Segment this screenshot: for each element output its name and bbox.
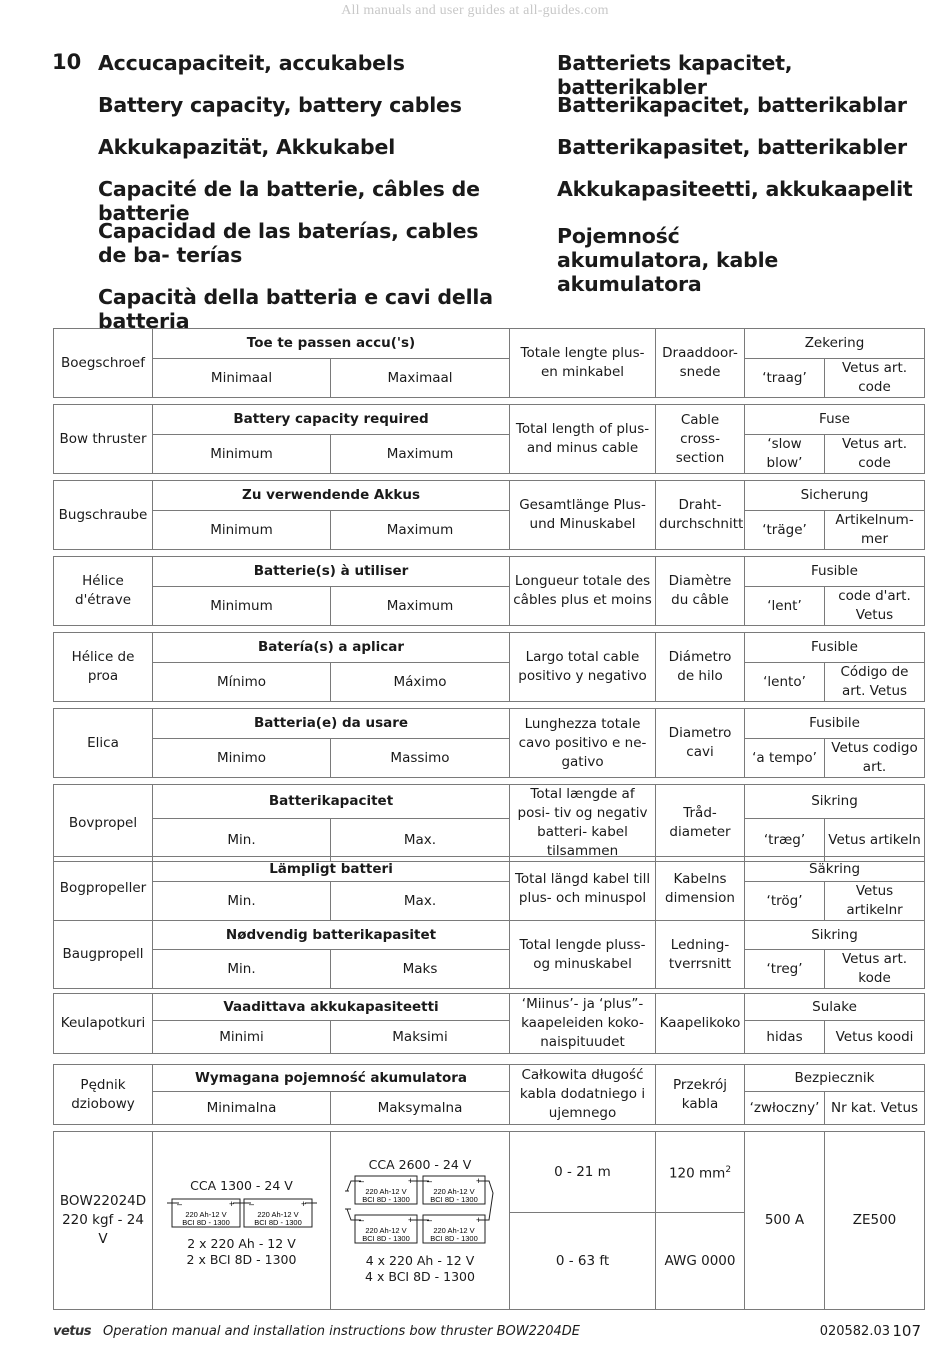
spec-length-ft: 0 - 63 ft bbox=[510, 1213, 656, 1310]
fuse-header: Bezpiecznik bbox=[745, 1065, 925, 1092]
cross-section-header: Ledning- tverrsnitt bbox=[656, 921, 745, 989]
slow-blow-header: ‘träge’ bbox=[745, 511, 825, 550]
minimum-header: Minimum bbox=[153, 435, 331, 474]
language-table bbox=[53, 404, 925, 474]
spec-min-cca: CCA 1300 - 24 V bbox=[190, 1177, 293, 1193]
battery-1-label-1: 220 Ah-12 V bbox=[184, 1209, 227, 1219]
spec-thrust: 220 kgf - 24 V bbox=[62, 1212, 144, 1247]
language-table bbox=[53, 920, 925, 989]
svg-text:–: – bbox=[248, 1198, 254, 1209]
spec-fuse: 500 A bbox=[745, 1132, 825, 1310]
slow-blow-header: ‘trög’ bbox=[745, 882, 825, 921]
language-table bbox=[53, 632, 925, 702]
battery-4 bbox=[423, 1176, 485, 1204]
cross-section-header: Cable cross- section bbox=[656, 405, 745, 474]
vetus-logo: vetus bbox=[53, 1324, 91, 1339]
minimum-header: Min. bbox=[153, 950, 331, 989]
art-code-header: Artikelnum- mer bbox=[825, 511, 925, 550]
maximum-header: Maksimi bbox=[331, 1021, 510, 1054]
battery-3 bbox=[355, 1176, 417, 1204]
minimum-header: Minimum bbox=[153, 587, 331, 626]
art-code-header: Vetus koodi bbox=[825, 1021, 925, 1054]
language-table bbox=[53, 993, 925, 1054]
battery-required-header: Vaadittava akkukapasiteetti bbox=[153, 994, 510, 1021]
total-length-header: Całkowita długość kabla dodatniego i ujemnego bbox=[510, 1065, 656, 1125]
total-length-header: Lunghezza totale cavo positivo e ne- gativo bbox=[510, 709, 656, 778]
battery-required-header: Batterie(s) à utiliser bbox=[153, 557, 510, 587]
thruster-name: Hélice de proa bbox=[54, 633, 153, 702]
spec-max-line1: 4 x 220 Ah - 12 V bbox=[365, 1252, 475, 1268]
maximum-header: Max. bbox=[331, 819, 510, 862]
battery-2-label-1: 220 Ah-12 V bbox=[256, 1209, 299, 1219]
minimum-header: Minimalna bbox=[153, 1092, 331, 1125]
battery-2-label-2: BCI 8D - 1300 bbox=[253, 1217, 302, 1227]
maximum-header: Maximum bbox=[331, 511, 510, 550]
total-length-header: Total lengde pluss- og minuskabel bbox=[510, 921, 656, 989]
spec-max-battery-cell bbox=[331, 1132, 510, 1310]
art-code-header: Nr kat. Vetus bbox=[825, 1092, 925, 1125]
total-length-header: Totale lengte plus- en minkabel bbox=[510, 329, 656, 398]
art-code-header: Código de art. Vetus bbox=[825, 663, 925, 702]
battery-3-label-2: BCI 8D - 1300 bbox=[362, 1194, 410, 1204]
slow-blow-header: ‘slow blow’ bbox=[745, 435, 825, 474]
total-length-header: ‘Miinus’- ja ‘plus”- kaapeleiden koko- naispituudet bbox=[510, 994, 656, 1054]
spec-section-mm-cell bbox=[656, 1132, 745, 1213]
svg-text:+: + bbox=[300, 1198, 306, 1209]
maximum-header: Maximum bbox=[331, 587, 510, 626]
svg-text:–: – bbox=[427, 1214, 433, 1225]
title-norwegian: Batterikapasitet, batterikabler bbox=[557, 135, 907, 159]
title-german: Akkukapazität, Akkukabel bbox=[98, 135, 396, 159]
fuse-header: Zekering bbox=[745, 329, 925, 359]
art-code-header: Vetus codigo art. bbox=[825, 739, 925, 778]
minimum-header: Min. bbox=[153, 819, 331, 862]
battery-required-header: Battery capacity required bbox=[153, 405, 510, 435]
maximum-header: Maximum bbox=[331, 435, 510, 474]
title-french: Capacité de la batterie, câbles de batterie bbox=[98, 177, 480, 225]
page-number: 107 bbox=[892, 1322, 921, 1340]
fuse-header: Sikring bbox=[745, 785, 925, 819]
slow-blow-header: hidas bbox=[745, 1021, 825, 1054]
svg-text:+: + bbox=[476, 1214, 482, 1225]
svg-text:+: + bbox=[408, 1175, 414, 1186]
slow-blow-header: ‘treg’ bbox=[745, 950, 825, 989]
cross-section-header: Przekrój kabla bbox=[656, 1065, 745, 1125]
title-dutch: Accucapaciteit, accukabels bbox=[98, 51, 405, 75]
svg-text:–: – bbox=[359, 1214, 365, 1225]
slow-blow-header: ‘træg’ bbox=[745, 819, 825, 862]
cross-section-header: Draaddoor- snede bbox=[656, 329, 745, 398]
title-english: Battery capacity, battery cables bbox=[98, 93, 462, 117]
spec-max-cca: CCA 2600 - 24 V bbox=[368, 1156, 472, 1172]
art-code-header: Vetus artikelnr bbox=[825, 882, 925, 921]
cross-section-header: Tråd- diameter bbox=[656, 785, 745, 862]
cross-section-header: Diametro cavi bbox=[656, 709, 745, 778]
total-length-header: Total length of plus- and minus cable bbox=[510, 405, 656, 474]
slow-blow-header: ‘traag’ bbox=[745, 359, 825, 398]
watermark: All manuals and user guides at all-guides.com bbox=[341, 3, 609, 18]
language-table bbox=[53, 1064, 925, 1125]
svg-text:–: – bbox=[176, 1198, 182, 1209]
slow-blow-header: ‘a tempo’ bbox=[745, 739, 825, 778]
title-polish: Pojemność akumulatora, kable akumulatora bbox=[557, 224, 779, 296]
title-danish: Batteriets kapacitet, batterikabler bbox=[557, 51, 793, 99]
fuse-header: Sulake bbox=[745, 994, 925, 1021]
thruster-name: Bogpropeller bbox=[54, 857, 153, 921]
spec-section-sup: 2 bbox=[725, 1164, 732, 1175]
fuse-header: Fuse bbox=[745, 405, 925, 435]
battery-required-header: Lämpligt batteri bbox=[153, 857, 510, 882]
battery-required-header: Toe te passen accu('s) bbox=[153, 329, 510, 359]
battery-1 bbox=[172, 1199, 240, 1227]
title-finnish: Akkukapasiteetti, akkukaapelit bbox=[557, 177, 913, 201]
spec-model-cell bbox=[54, 1132, 153, 1310]
battery-1-label-2: BCI 8D - 1300 bbox=[181, 1217, 230, 1227]
maximum-header: Maksymalna bbox=[331, 1092, 510, 1125]
language-table bbox=[53, 328, 925, 398]
title-spanish: Capacidad de las baterías, cables de ba- terías bbox=[98, 219, 479, 267]
total-length-header: Total længde af posi- tiv og negativ batteri- kabel tilsammen bbox=[510, 785, 656, 862]
footer-text: Operation manual and installation instructions bow thruster BOW2204DE bbox=[103, 1324, 580, 1339]
spec-min-line1: 2 x 220 Ah - 12 V bbox=[187, 1235, 296, 1251]
thruster-name: Boegschroef bbox=[54, 329, 153, 398]
thruster-name: Pędnik dziobowy bbox=[54, 1065, 153, 1125]
language-table bbox=[53, 784, 925, 862]
battery-required-header: Zu verwendende Akkus bbox=[153, 481, 510, 511]
minimum-header: Minimaal bbox=[153, 359, 331, 398]
battery-3-label-1: 220 Ah-12 V bbox=[365, 1186, 407, 1196]
spec-max-line2: 4 x BCI 8D - 1300 bbox=[365, 1268, 475, 1284]
maximum-header: Máximo bbox=[331, 663, 510, 702]
battery-4-label-1: 220 Ah-12 V bbox=[433, 1186, 475, 1196]
total-length-header: Longueur totale des câbles plus et moins bbox=[510, 557, 656, 626]
footer bbox=[53, 1323, 924, 1343]
minimum-header: Minimo bbox=[153, 739, 331, 778]
spec-table bbox=[53, 1131, 925, 1310]
thruster-name: Hélice d'étrave bbox=[54, 557, 153, 626]
battery-6-label-2: BCI 8D - 1300 bbox=[430, 1233, 478, 1243]
spec-art: ZE500 bbox=[825, 1132, 925, 1310]
battery-5-label-1: 220 Ah-12 V bbox=[365, 1225, 407, 1235]
total-length-header: Largo total cable positivo y negativo bbox=[510, 633, 656, 702]
doc-code: 020582.03 bbox=[819, 1324, 890, 1339]
minimum-header: Minimi bbox=[153, 1021, 331, 1054]
svg-text:+: + bbox=[408, 1214, 414, 1225]
language-table bbox=[53, 556, 925, 626]
cross-section-header: Diámetro de hilo bbox=[656, 633, 745, 702]
thruster-name: Bugschraube bbox=[54, 481, 153, 550]
total-length-header: Gesamtlänge Plus- und Minuskabel bbox=[510, 481, 656, 550]
thruster-name: Elica bbox=[54, 709, 153, 778]
art-code-header: Vetus art. kode bbox=[825, 950, 925, 989]
battery-6 bbox=[423, 1215, 485, 1243]
maximum-header: Max. bbox=[331, 882, 510, 921]
language-table bbox=[53, 480, 925, 550]
cross-section-header: Kaapelikoko bbox=[656, 994, 745, 1054]
svg-text:+: + bbox=[476, 1175, 482, 1186]
fuse-header: Fusible bbox=[745, 633, 925, 663]
battery-required-header: Wymagana pojemność akumulatora bbox=[153, 1065, 510, 1092]
minimum-header: Min. bbox=[153, 882, 331, 921]
battery-diagram-2 bbox=[167, 1194, 317, 1230]
battery-required-header: Batterikapacitet bbox=[153, 785, 510, 819]
art-code-header: Vetus artikeln bbox=[825, 819, 925, 862]
fuse-header: Fusibile bbox=[745, 709, 925, 739]
svg-text:–: – bbox=[427, 1175, 433, 1186]
language-table bbox=[53, 856, 925, 921]
art-code-header: code d'art. Vetus bbox=[825, 587, 925, 626]
svg-text:+: + bbox=[228, 1198, 234, 1209]
svg-text:–: – bbox=[359, 1175, 365, 1186]
battery-4-label-2: BCI 8D - 1300 bbox=[430, 1194, 478, 1204]
minimum-header: Minimum bbox=[153, 511, 331, 550]
battery-5-label-2: BCI 8D - 1300 bbox=[362, 1233, 410, 1243]
minimum-header: Mínimo bbox=[153, 663, 331, 702]
fuse-header: Sikring bbox=[745, 921, 925, 950]
battery-required-header: Batteria(e) da usare bbox=[153, 709, 510, 739]
cross-section-header: Diamètre du câble bbox=[656, 557, 745, 626]
art-code-header: Vetus art. code bbox=[825, 435, 925, 474]
spec-section-awg: AWG 0000 bbox=[656, 1213, 745, 1310]
spec-model: BOW22024D bbox=[59, 1193, 147, 1209]
total-length-header: Total längd kabel till plus- och minuspol bbox=[510, 857, 656, 921]
battery-2 bbox=[244, 1199, 312, 1227]
cross-section-header: Draht- durchschnitt bbox=[656, 481, 745, 550]
battery-diagram-4 bbox=[345, 1173, 495, 1247]
battery-required-header: Nødvendig batterikapasitet bbox=[153, 921, 510, 950]
language-table bbox=[53, 708, 925, 778]
title-italian: Capacità della batteria e cavi della batteria bbox=[98, 285, 493, 333]
fuse-header: Säkring bbox=[745, 857, 925, 882]
slow-blow-header: ‘lento’ bbox=[745, 663, 825, 702]
art-code-header: Vetus art. code bbox=[825, 359, 925, 398]
spec-min-line2: 2 x BCI 8D - 1300 bbox=[186, 1251, 297, 1267]
spec-section-mm: 120 mm bbox=[668, 1165, 726, 1182]
thruster-name: Bovpropel bbox=[54, 785, 153, 862]
cross-section-header: Kabelns dimension bbox=[656, 857, 745, 921]
battery-6-label-1: 220 Ah-12 V bbox=[433, 1225, 475, 1235]
spec-length-m: 0 - 21 m bbox=[510, 1132, 656, 1213]
fuse-header: Sicherung bbox=[745, 481, 925, 511]
slow-blow-header: ‘lent’ bbox=[745, 587, 825, 626]
battery-5 bbox=[355, 1215, 417, 1243]
thruster-name: Bow thruster bbox=[54, 405, 153, 474]
maximum-header: Maks bbox=[331, 950, 510, 989]
thruster-name: Keulapotkuri bbox=[54, 994, 153, 1054]
fuse-header: Fusible bbox=[745, 557, 925, 587]
title-swedish: Batterikapacitet, batterikablar bbox=[557, 93, 907, 117]
maximum-header: Maximaal bbox=[331, 359, 510, 398]
chapter-number: 10 bbox=[52, 50, 82, 74]
thruster-name: Baugpropell bbox=[54, 921, 153, 989]
spec-min-battery-cell bbox=[153, 1132, 331, 1310]
battery-required-header: Batería(s) a aplicar bbox=[153, 633, 510, 663]
maximum-header: Massimo bbox=[331, 739, 510, 778]
slow-blow-header: ‘zwłoczny’ bbox=[745, 1092, 825, 1125]
